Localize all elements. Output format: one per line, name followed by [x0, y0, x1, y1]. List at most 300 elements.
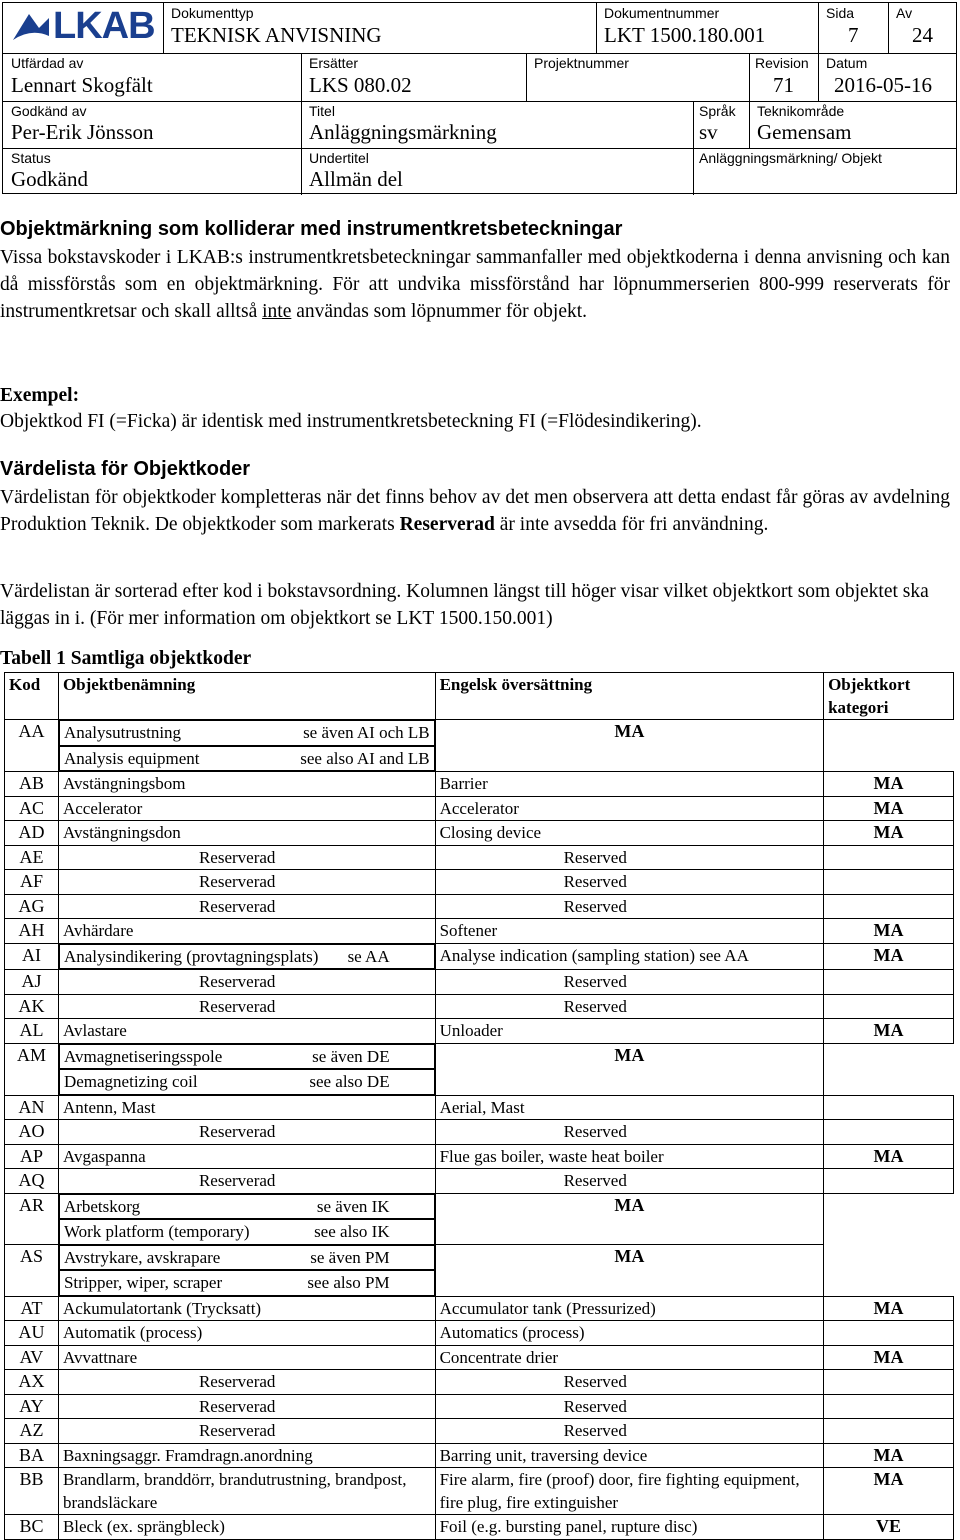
cell-sv [58, 919, 435, 944]
cell-sv [58, 994, 435, 1019]
kod-value: BB [19, 1469, 44, 1489]
kod-value: AJ [21, 971, 42, 991]
kod-value: AK [18, 995, 45, 1016]
sv-name: Avvattnare [62, 1347, 138, 1367]
logo-text: LKAB [53, 5, 155, 47]
table-row [5, 796, 954, 821]
cell-sv [58, 1394, 435, 1419]
kategori-value: MA [873, 944, 904, 965]
area2-cell [693, 148, 956, 193]
cell-kod [5, 994, 59, 1019]
kod-value: BA [18, 1444, 44, 1465]
kategori-value: MA [873, 773, 904, 793]
table-row [5, 1043, 954, 1095]
date-cell [818, 53, 956, 101]
revision-cell [749, 53, 818, 101]
cell-sv [58, 1144, 435, 1169]
sv-name: Avstrykare, avskrapare [63, 1247, 221, 1267]
status-value: Godkänd [11, 167, 88, 191]
en-name: Reserved [563, 972, 627, 991]
kod-value: AD [18, 822, 45, 842]
cell-sv [58, 894, 435, 919]
kod-value: AL [19, 1020, 44, 1040]
header-kategori: Objektkort kategori [824, 673, 954, 720]
kategori-value: VE [876, 1516, 902, 1536]
sv-note: se även IK [316, 1196, 390, 1216]
table-row [5, 970, 954, 995]
sv-name: Reserverad [198, 1396, 276, 1416]
table-caption: Tabell 1 Samtliga objektkoder [0, 648, 252, 669]
cell-sv [59, 1194, 435, 1220]
document-header [2, 2, 957, 194]
sv-name: Analysutrustning [63, 723, 182, 742]
cell-kod [5, 894, 59, 919]
doc-type-cell [163, 3, 596, 53]
kod-value: AT [20, 1297, 43, 1318]
sv-name: Analysindikering (provtagningsplats) [63, 946, 319, 966]
section1-para-b: användas som löpnummer för objekt. [291, 301, 588, 322]
kod-value: AX [18, 1371, 45, 1391]
cell-kategori [435, 1193, 823, 1245]
header-objektbenamning: Objektbenämning [58, 673, 435, 720]
cell-sv [58, 1443, 435, 1468]
cell-kategori [824, 1370, 954, 1395]
cell-sv [58, 772, 435, 797]
cell-en [435, 845, 823, 870]
cell-en [435, 1443, 823, 1468]
table-row [5, 1095, 954, 1120]
doc-type-label: Dokumenttyp [171, 5, 254, 21]
table-row [5, 1245, 954, 1297]
lkab-logo-icon [11, 10, 51, 46]
cell-kategori [824, 1515, 954, 1540]
subtitle-cell [301, 148, 693, 193]
en-name: Closing device [439, 823, 542, 842]
cell-sv [58, 1515, 435, 1540]
cell-en [435, 1345, 823, 1370]
kategori-value: MA [873, 920, 904, 940]
en-name: Reserved [563, 1421, 627, 1440]
table-row [5, 894, 954, 919]
cell-kategori [824, 1120, 954, 1145]
sv-name: Avlastare [62, 1021, 127, 1040]
kod-value: AO [18, 1121, 45, 1141]
kod-value: AP [19, 1145, 43, 1166]
cell-en [435, 1419, 823, 1444]
cell-kategori [435, 1245, 823, 1297]
cell-kod [5, 1095, 59, 1120]
cell-kategori [824, 970, 954, 995]
cell-en [435, 1296, 823, 1321]
table-row [5, 994, 954, 1019]
cell-kategori [824, 1144, 954, 1169]
cell-kod [5, 821, 59, 846]
cell-en [435, 1019, 823, 1044]
page-total-cell [888, 3, 956, 53]
en-name: Automatics (process) [439, 1323, 585, 1342]
table-row [5, 1019, 954, 1044]
sv-name: Avstängningsdon [62, 823, 181, 842]
area-value: Gemensam [757, 120, 852, 144]
en-note: see also AI and LB [300, 748, 430, 768]
kategori-value: MA [614, 1194, 645, 1215]
table-row [5, 821, 954, 846]
sv-name: Antenn, Mast [62, 1097, 156, 1117]
en-name: Unloader [439, 1021, 503, 1040]
en-name: Reserved [563, 1372, 627, 1391]
section2-para1-a: Värdelistan för objektkoder kompletteras när det finns behov av det men observera att detta endast får göras av avdelning Produktion Teknik. De objektkoder som markerats [0, 487, 950, 535]
kod-value: AA [18, 721, 45, 741]
sv-name: Ackumulatortank (Trycksatt) [62, 1298, 262, 1318]
kod-value: AF [19, 871, 43, 891]
cell-kod [5, 1394, 59, 1419]
date-label: Datum [826, 55, 868, 71]
cell-sv [58, 821, 435, 846]
cell-kategori [824, 821, 954, 846]
cell-kod [5, 1296, 59, 1321]
cell-sv [58, 796, 435, 821]
subtitle-value: Allmän del [309, 167, 403, 191]
cell-sv [58, 970, 435, 995]
en-name: Stripper, wiper, scraper [63, 1273, 223, 1292]
sv-name: Reserverad [198, 996, 276, 1016]
sv-name: Reserverad [198, 972, 276, 991]
kod-value: AG [18, 895, 45, 916]
cell-sv [58, 1019, 435, 1044]
en-name: Reserved [563, 1122, 627, 1141]
sv-name: Reserverad [198, 1171, 276, 1190]
en-note: see also IK [314, 1222, 390, 1241]
en-note: see also PM [307, 1273, 390, 1292]
cell-en [435, 1468, 823, 1515]
cell-kod [5, 720, 59, 772]
cell-en [435, 1370, 823, 1395]
kategori-value: MA [614, 1044, 645, 1065]
sv-note: se även AI och LB [303, 723, 430, 742]
cell-kod [5, 1169, 59, 1194]
language-label: Språk [699, 103, 736, 119]
kod-value: AB [18, 773, 44, 793]
cell-kategori [824, 772, 954, 797]
en-name: Flue gas boiler, waste heat boiler [439, 1146, 664, 1166]
cell-kod [5, 1144, 59, 1169]
sv-name: Accelerator [62, 798, 143, 818]
approved-value: Per-Erik Jönsson [11, 120, 154, 144]
cell-kod [5, 1043, 59, 1095]
en-name: Analyse indication (sampling station) see AA [439, 945, 749, 965]
doc-number-cell [596, 3, 818, 53]
table-row [5, 1394, 954, 1419]
cell-kategori [824, 870, 954, 895]
cell-kod [5, 870, 59, 895]
cell-kategori [824, 845, 954, 870]
en-note: see also DE [309, 1072, 390, 1091]
cell-kod [5, 772, 59, 797]
page-label: Sida [826, 5, 855, 21]
cell-kategori [824, 1394, 954, 1419]
table-row [5, 1321, 954, 1346]
approved-label: Godkänd av [11, 103, 87, 119]
issued-by-value: Lennart Skogfält [11, 73, 153, 97]
cell-en [435, 1144, 823, 1169]
cell-en [435, 970, 823, 995]
kategori-value: MA [873, 797, 904, 818]
section2-para1-b: är inte avsedda för fri användning. [494, 514, 769, 535]
table-row [5, 1419, 954, 1444]
replaces-cell [301, 53, 526, 101]
cell-en [59, 746, 435, 772]
cell-kategori [824, 994, 954, 1019]
cell-en [435, 1321, 823, 1346]
revision-value: 71 [773, 73, 794, 97]
cell-en [435, 994, 823, 1019]
kod-value: AQ [18, 1170, 45, 1190]
en-name: Reserved [563, 1171, 627, 1190]
title-cell [301, 101, 693, 148]
en-name: Reserved [563, 996, 627, 1016]
section1-para-a: Vissa bokstavskoder i LKAB:s instrumentkretsbeteckningar sammanfaller med objektkoderna i denna anvisning och kan då missförstås som en objektmärkning. För att undvika missförstånd har löpnummerserien 800-999 reserverats för instrumentkretsar och skall alltså [0, 247, 950, 322]
sv-name: Bleck (ex. sprängbleck) [62, 1517, 225, 1536]
cell-sv [58, 1296, 435, 1321]
replaces-label: Ersätter [309, 55, 359, 71]
cell-en [435, 1169, 823, 1194]
cell-sv [58, 1468, 435, 1515]
cell-kod [5, 970, 59, 995]
cell-kod [5, 919, 59, 944]
table-row [5, 1468, 954, 1515]
cell-kategori [824, 1296, 954, 1321]
sv-name: Avstängningsbom [62, 774, 186, 793]
cell-kategori [824, 1419, 954, 1444]
en-name: Analysis equipment [63, 748, 200, 768]
en-name: Fire alarm, fire (proof) door, fire fighting equipment, fire plug, fire extinguisher [439, 1470, 800, 1512]
page-value: 7 [848, 23, 859, 47]
cell-kategori [824, 1019, 954, 1044]
en-name: Aerial, Mast [439, 1097, 525, 1117]
project-label: Projektnummer [534, 55, 629, 71]
cell-kod [5, 1443, 59, 1468]
sv-name: Avhärdare [62, 921, 134, 940]
cell-en [435, 796, 823, 821]
cell-sv [59, 720, 435, 746]
cell-sv [58, 1370, 435, 1395]
table-row [5, 919, 954, 944]
status-label: Status [11, 150, 51, 166]
kategori-value: MA [873, 1145, 904, 1166]
cell-en [59, 1270, 435, 1296]
cell-sv [58, 1095, 435, 1120]
kod-value: AV [19, 1346, 44, 1367]
project-cell [526, 53, 749, 101]
cell-kategori [824, 1468, 954, 1515]
cell-sv [58, 1345, 435, 1370]
cell-sv [58, 1321, 435, 1346]
title-value: Anläggningsmärkning [309, 120, 497, 144]
table-row [5, 1443, 954, 1468]
approved-cell [3, 101, 301, 148]
cell-sv [58, 870, 435, 895]
sv-name: Arbetskorg [63, 1196, 141, 1216]
sv-name: Reserverad [198, 1421, 276, 1440]
cell-kod [5, 1468, 59, 1515]
cell-en [435, 894, 823, 919]
cell-sv [59, 1245, 435, 1271]
cell-kod [5, 1245, 59, 1297]
subtitle-label: Undertitel [309, 150, 369, 166]
table-row [5, 1370, 954, 1395]
section2-para1-bold: Reserverad [399, 514, 495, 535]
cell-en [59, 1219, 435, 1245]
sv-name: Automatik (process) [62, 1323, 203, 1342]
of-label: Av [896, 5, 913, 21]
en-name: Reserved [563, 872, 627, 891]
section1-para-underline: inte [262, 301, 292, 322]
section2-paragraph1 [0, 484, 950, 538]
cell-kod [5, 1019, 59, 1044]
table-row [5, 870, 954, 895]
sv-name: Reserverad [198, 1372, 276, 1391]
cell-kategori [824, 943, 954, 970]
table-row [5, 1345, 954, 1370]
cell-kategori [824, 919, 954, 944]
cell-en [435, 1515, 823, 1540]
kod-value: AC [18, 797, 44, 818]
kod-value: AZ [19, 1420, 44, 1440]
kategori-value: MA [873, 1469, 904, 1489]
doc-type-value: TEKNISK ANVISNING [171, 23, 382, 47]
en-name: Reserved [563, 896, 627, 916]
cell-kategori [435, 720, 823, 772]
cell-en [435, 1095, 823, 1120]
date-value: 2016-05-16 [834, 73, 932, 97]
cell-kod [5, 1321, 59, 1346]
en-name: Softener [439, 921, 498, 940]
kod-value: AU [18, 1322, 45, 1342]
table-row [5, 1120, 954, 1145]
table-row [5, 943, 954, 970]
en-name: Barrier [439, 774, 488, 793]
language-cell [693, 101, 749, 148]
cell-kod [5, 1370, 59, 1395]
sv-name: Avmagnetiseringsspole [63, 1046, 223, 1066]
kategori-value: MA [873, 1020, 904, 1040]
cell-sv [58, 1120, 435, 1145]
sv-note: se AA [347, 946, 390, 966]
cell-kod [5, 1419, 59, 1444]
cell-kod [5, 1515, 59, 1540]
sv-name: Avgaspanna [62, 1146, 146, 1166]
sv-name: Brandlarm, branddörr, brandutrustning, brandpost, brandsläckare [62, 1470, 407, 1512]
kod-value: AM [16, 1044, 46, 1065]
of-value: 24 [912, 23, 933, 47]
cell-kategori [824, 894, 954, 919]
cell-kategori [824, 1095, 954, 1120]
kod-value: AY [19, 1395, 44, 1416]
kategori-value: MA [873, 1346, 904, 1367]
area-cell [749, 101, 956, 148]
sv-name: Reserverad [198, 847, 276, 867]
kod-value: AI [21, 944, 41, 965]
title-label: Titel [309, 103, 335, 119]
cell-kategori [824, 1169, 954, 1194]
example-text: Objektkod FI (=Ficka) är identisk med instrumentkretsbeteckning FI (=Flödesindikering). [0, 411, 702, 432]
cell-kategori [824, 796, 954, 821]
en-name: Accumulator tank (Pressurized) [439, 1298, 656, 1318]
table-row [5, 845, 954, 870]
en-name: Concentrate drier [439, 1347, 559, 1367]
cell-kategori [824, 1345, 954, 1370]
cell-en [435, 1394, 823, 1419]
header-kod: Kod [5, 673, 59, 720]
kod-value: AS [19, 1246, 43, 1266]
kategori-value: MA [873, 1297, 904, 1318]
en-name: Foil (e.g. bursting panel, rupture disc) [439, 1517, 698, 1536]
doc-number-label: Dokumentnummer [604, 5, 720, 21]
kategori-value: MA [614, 721, 645, 741]
sv-name: Reserverad [198, 896, 276, 916]
sv-note: se även PM [310, 1247, 390, 1267]
sv-note: se även DE [312, 1046, 390, 1066]
cell-sv [58, 845, 435, 870]
language-value: sv [699, 120, 718, 144]
kategori-value: MA [873, 822, 904, 842]
en-name: Work platform (temporary) [63, 1222, 250, 1241]
sv-name: Reserverad [198, 1122, 276, 1141]
table-header-row [5, 673, 954, 720]
doc-number-value: LKT 1500.180.001 [604, 23, 766, 47]
issued-by-cell [3, 53, 301, 101]
section1-heading: Objektmärkning som kolliderar med instrumentkretsbeteckningar [0, 218, 623, 240]
area-label: Teknikområde [757, 103, 845, 119]
kod-value: AR [18, 1194, 44, 1215]
cell-en [435, 943, 823, 970]
en-name: Reserved [563, 1396, 627, 1416]
status-cell [3, 148, 301, 193]
en-name: Reserved [563, 847, 627, 867]
kategori-value: MA [614, 1246, 645, 1266]
page-cell [818, 3, 888, 53]
cell-kategori [824, 1443, 954, 1468]
header-engelsk: Engelsk översättning [435, 673, 823, 720]
cell-en [435, 1120, 823, 1145]
revision-label: Revision [755, 55, 809, 71]
kod-value: BC [19, 1516, 44, 1536]
cell-kategori [824, 1321, 954, 1346]
table-row [5, 1515, 954, 1540]
cell-sv [58, 1169, 435, 1194]
kod-value: AE [19, 846, 44, 867]
table-row [5, 1144, 954, 1169]
cell-en [435, 772, 823, 797]
cell-kategori [435, 1043, 823, 1095]
sv-name: Reserverad [198, 872, 276, 891]
en-name: Barring unit, traversing device [439, 1445, 648, 1465]
sv-name: Baxningsaggr. Framdragn.anordning [62, 1445, 313, 1465]
kategori-value: MA [873, 1444, 904, 1465]
kod-value: AH [18, 920, 45, 940]
kod-value: AN [18, 1096, 45, 1117]
section2-heading: Värdelista för Objektkoder [0, 458, 251, 480]
table-row [5, 1193, 954, 1245]
logo [3, 3, 163, 53]
object-codes-table [4, 672, 954, 1540]
cell-sv [59, 1044, 435, 1070]
cell-sv [59, 944, 435, 970]
cell-kod [5, 1193, 59, 1245]
en-name: Accelerator [439, 798, 519, 818]
example-label: Exempel: [0, 385, 80, 406]
table-row [5, 772, 954, 797]
